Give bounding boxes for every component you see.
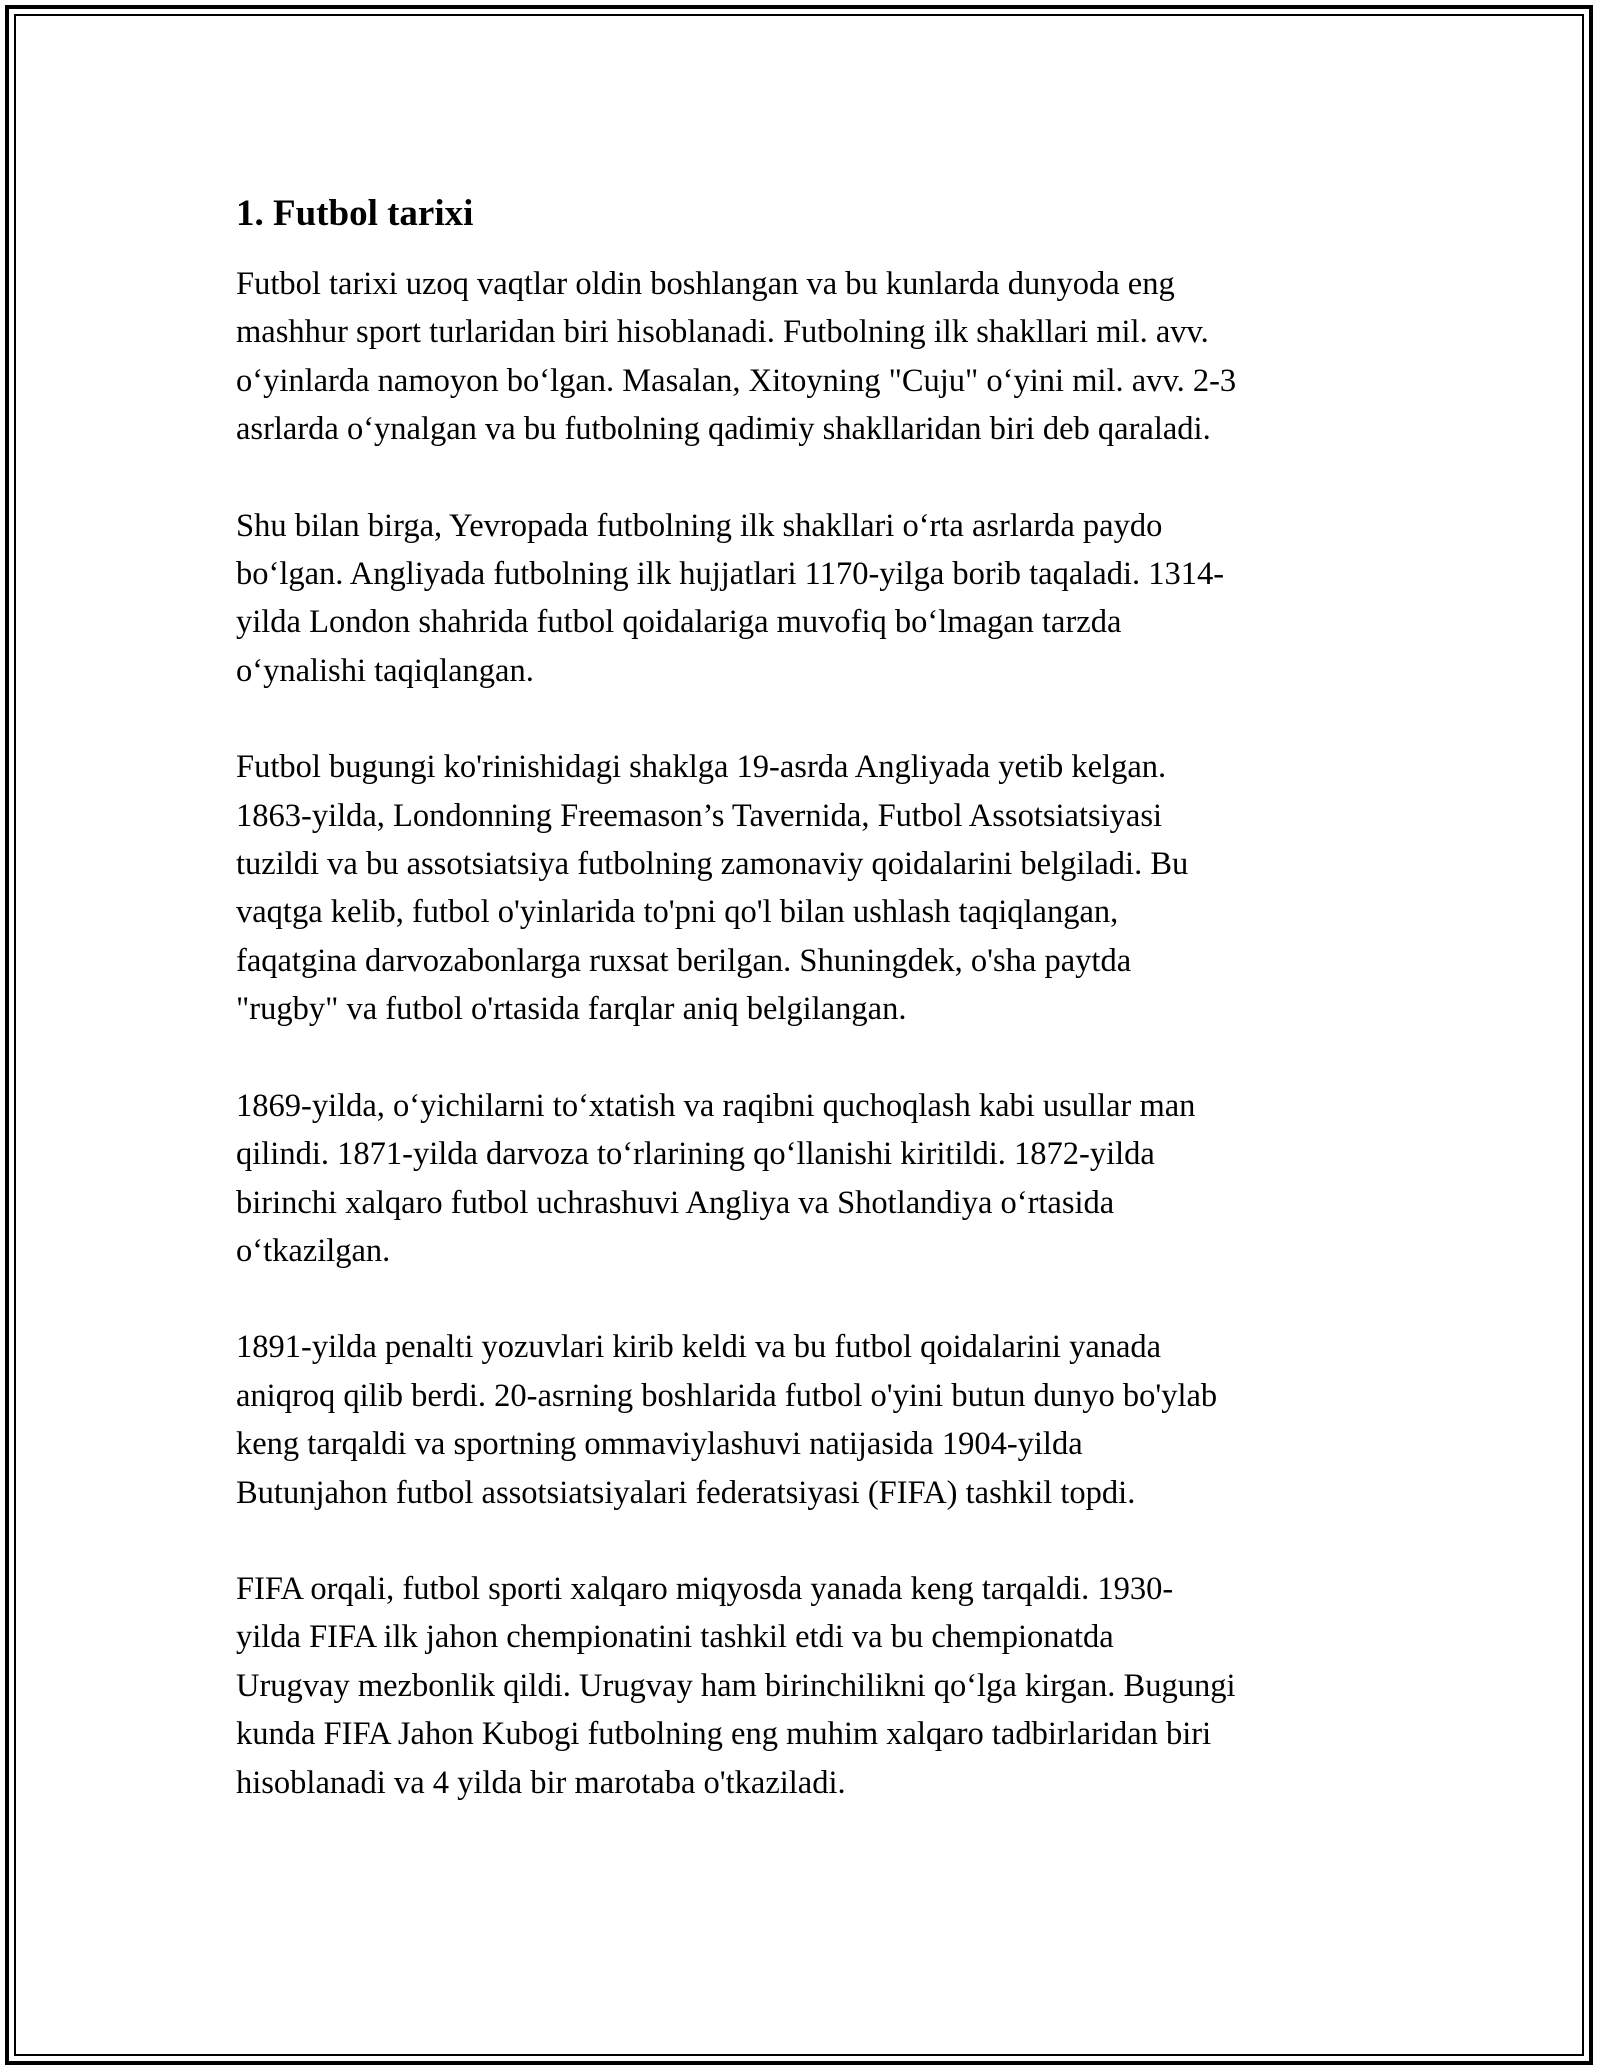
paragraph-line: 1891-yilda penalti yozuvlari kirib keldi va bu futbol qoidalarini yanada [236,1329,1162,1366]
paragraph-line: birinchi xalqaro futbol uchrashuvi Angliya va Shotlandiya o‘rtasida [236,1184,1115,1221]
paragraph-line: yilda London shahrida futbol qoidalariga muvofiq bo‘lmagan tarzda [236,604,1122,641]
paragraph-2 [236,502,1376,696]
paragraph-line: vaqtga kelib, futbol o'yinlarida to'pni qo'l bilan ushlash taqiqlangan, [236,894,1119,931]
paragraph-line: Shu bilan birga, Yevropada futbolning ilk shakllari o‘rta asrlarda paydo [236,507,1163,544]
paragraph-line: Futbol bugungi ko'rinishidagi shaklga 19-asrda Angliyada yetib kelgan. [236,749,1167,786]
paragraph-line: FIFA orqali, futbol sporti xalqaro miqyosda yanada keng tarqaldi. 1930- [236,1570,1174,1607]
section-title: 1. Futbol tarixi [236,193,474,234]
paragraph-line: mashhur sport turlaridan biri hisoblanadi. Futbolning ilk shakllari mil. avv. [236,314,1209,351]
paragraph-4 [236,1082,1376,1276]
paragraph-line: 1869-yilda, o‘yichilarni to‘xtatish va raqibni quchoqlash kabi usullar man [236,1087,1196,1124]
paragraph-line: o‘tkazilgan. [236,1232,391,1269]
paragraph-1 [236,260,1376,454]
paragraph-5 [236,1323,1376,1517]
paragraph-line: yilda FIFA ilk jahon chempionatini tashkil etdi va bu chempionatda [236,1619,1114,1656]
paragraph-line: kunda FIFA Jahon Kubogi futbolning eng muhim xalqaro tadbirlaridan biri [236,1716,1212,1753]
paragraph-line: hisoblanadi va 4 yilda bir marotaba o'tkaziladi. [236,1764,846,1801]
paragraph-line: o‘yinlarda namoyon bo‘lgan. Masalan, Xitoyning "Cuju" o‘yini mil. avv. 2-3 [236,362,1237,399]
paragraph-line: "rugby" va futbol o'rtasida farqlar aniq belgilangan. [236,991,907,1028]
paragraph-line: asrlarda o‘ynalgan va bu futbolning qadimiy shakllaridan biri deb qaraladi. [236,411,1211,448]
paragraph-line: Urugvay mezbonlik qildi. Urugvay ham birinchilikni qo‘lga kirgan. Bugungi [236,1667,1236,1704]
paragraph-line: 1863-yilda, Londonning Freemason’s Tavernida, Futbol Assotsiatsiyasi [236,797,1163,834]
paragraph-line: faqatgina darvozabonlarga ruxsat berilgan. Shuningdek, o'sha paytda [236,942,1132,979]
paragraph-3 [236,743,1376,1033]
paragraph-line: Butunjahon futbol assotsiatsiyalari federatsiyasi (FIFA) tashkil topdi. [236,1474,1136,1511]
document-body [236,190,1376,1855]
paragraph-6 [236,1565,1376,1807]
paragraph-line: aniqroq qilib berdi. 20-asrning boshlarida futbol o'yini butun dunyo bo'ylab [236,1377,1218,1414]
paragraph-line: o‘ynalishi taqiqlangan. [236,652,534,689]
paragraph-line: qilindi. 1871-yilda darvoza to‘rlarining qo‘llanishi kiritildi. 1872-yilda [236,1136,1155,1173]
paragraph-line: tuzildi va bu assotsiatsiya futbolning zamonaviy qoidalarini belgiladi. Bu [236,846,1189,883]
paragraph-line: Futbol tarixi uzoq vaqtlar oldin boshlangan va bu kunlarda dunyoda eng [236,266,1175,302]
paragraph-line: bo‘lgan. Angliyada futbolning ilk hujjatlari 1170-yilga borib taqaladi. 1314- [236,556,1225,593]
paragraph-line: keng tarqaldi va sportning ommaviylashuvi natijasida 1904-yilda [236,1426,1083,1463]
